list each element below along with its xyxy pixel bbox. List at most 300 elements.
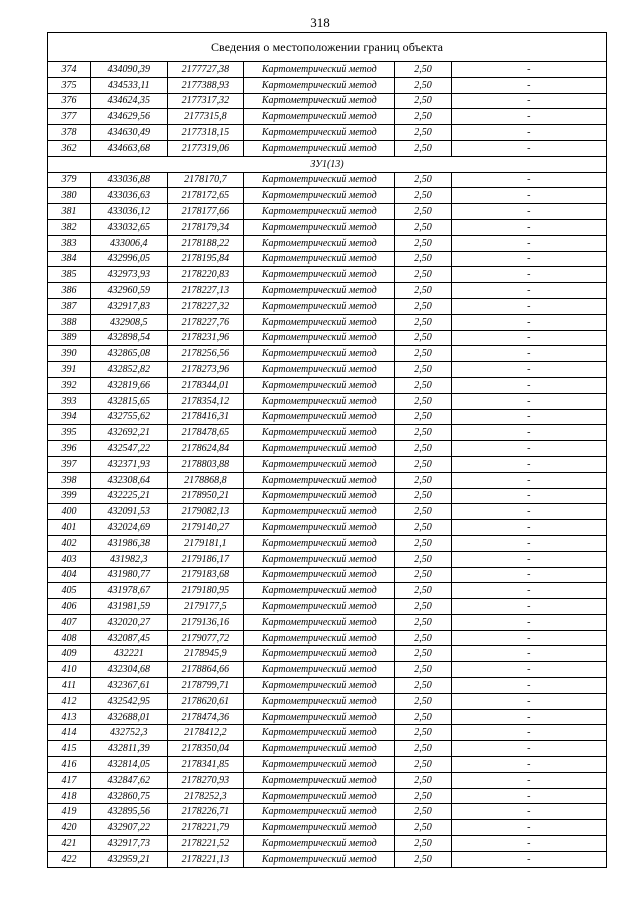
accuracy-cell: 2,50 [395,77,451,93]
table-row [48,788,607,804]
table-row [48,630,607,646]
description-cell: - [451,77,606,93]
description-cell: - [451,219,606,235]
method-cell: Картометрический метод [244,820,395,836]
y-coordinate-cell: 2178341,85 [167,757,244,773]
method-cell: Картометрический метод [244,851,395,867]
method-cell: Картометрический метод [244,772,395,788]
y-coordinate-cell: 2178227,76 [167,314,244,330]
x-coordinate-cell: 432020,27 [90,614,167,630]
accuracy-cell: 2,50 [395,630,451,646]
table-title-row [48,33,607,62]
point-number-cell: 402 [48,535,91,551]
description-cell: - [451,204,606,220]
table-row [48,709,607,725]
y-coordinate-cell: 2178220,83 [167,267,244,283]
method-cell: Картометрический метод [244,125,395,141]
description-cell: - [451,836,606,852]
accuracy-cell: 2,50 [395,520,451,536]
point-number-cell: 381 [48,204,91,220]
x-coordinate-cell: 432371,93 [90,456,167,472]
method-cell: Картометрический метод [244,678,395,694]
x-coordinate-cell: 432814,05 [90,757,167,773]
accuracy-cell: 2,50 [395,441,451,457]
description-cell: - [451,172,606,188]
table-row [48,235,607,251]
x-coordinate-cell: 432898,54 [90,330,167,346]
x-coordinate-cell: 432091,53 [90,504,167,520]
point-number-cell: 389 [48,330,91,346]
method-cell: Картометрический метод [244,441,395,457]
x-coordinate-cell: 434663,68 [90,140,167,156]
method-cell: Картометрический метод [244,709,395,725]
point-number-cell: 408 [48,630,91,646]
boundary-table [47,32,607,868]
y-coordinate-cell: 2178170,7 [167,172,244,188]
y-coordinate-cell: 2178803,88 [167,456,244,472]
point-number-cell: 406 [48,599,91,615]
point-number-cell: 392 [48,377,91,393]
y-coordinate-cell: 2178256,56 [167,346,244,362]
y-coordinate-cell: 2178416,31 [167,409,244,425]
table-row [48,93,607,109]
description-cell: - [451,472,606,488]
accuracy-cell: 2,50 [395,614,451,630]
point-number-cell: 394 [48,409,91,425]
description-cell: - [451,346,606,362]
table-row [48,346,607,362]
point-number-cell: 409 [48,646,91,662]
x-coordinate-cell: 433036,12 [90,204,167,220]
y-coordinate-cell: 2178273,96 [167,362,244,378]
table-row [48,725,607,741]
y-coordinate-cell: 2178350,04 [167,741,244,757]
point-number-cell: 397 [48,456,91,472]
method-cell: Картометрический метод [244,630,395,646]
x-coordinate-cell: 431982,3 [90,551,167,567]
table-row [48,535,607,551]
y-coordinate-cell: 2179180,95 [167,583,244,599]
table-row [48,314,607,330]
method-cell: Картометрический метод [244,567,395,583]
point-number-cell: 421 [48,836,91,852]
table-row [48,741,607,757]
method-cell: Картометрический метод [244,140,395,156]
method-cell: Картометрический метод [244,551,395,567]
point-number-cell: 418 [48,788,91,804]
x-coordinate-cell: 432308,64 [90,472,167,488]
x-coordinate-cell: 432819,66 [90,377,167,393]
point-number-cell: 383 [48,235,91,251]
point-number-cell: 378 [48,125,91,141]
x-coordinate-cell: 432917,83 [90,298,167,314]
table-row [48,693,607,709]
y-coordinate-cell: 2178950,21 [167,488,244,504]
method-cell: Картометрический метод [244,62,395,78]
x-coordinate-cell: 432973,93 [90,267,167,283]
method-cell: Картометрический метод [244,283,395,299]
description-cell: - [451,725,606,741]
point-number-cell: 377 [48,109,91,125]
description-cell: - [451,93,606,109]
method-cell: Картометрический метод [244,362,395,378]
description-cell: - [451,456,606,472]
table-row [48,456,607,472]
method-cell: Картометрический метод [244,330,395,346]
y-coordinate-cell: 2178195,84 [167,251,244,267]
table-row [48,599,607,615]
method-cell: Картометрический метод [244,267,395,283]
table-row [48,393,607,409]
y-coordinate-cell: 2178227,13 [167,283,244,299]
accuracy-cell: 2,50 [395,678,451,694]
table-row [48,62,607,78]
table-row [48,251,607,267]
description-cell: - [451,140,606,156]
description-cell: - [451,314,606,330]
table-title: Сведения о местоположении границ объекта [48,33,607,62]
point-number-cell: 416 [48,757,91,773]
description-cell: - [451,504,606,520]
method-cell: Картометрический метод [244,298,395,314]
accuracy-cell: 2,50 [395,172,451,188]
description-cell: - [451,804,606,820]
x-coordinate-cell: 432960,59 [90,283,167,299]
x-coordinate-cell: 432087,45 [90,630,167,646]
point-number-cell: 407 [48,614,91,630]
point-number-cell: 375 [48,77,91,93]
accuracy-cell: 2,50 [395,251,451,267]
y-coordinate-cell: 2179183,68 [167,567,244,583]
accuracy-cell: 2,50 [395,93,451,109]
method-cell: Картометрический метод [244,488,395,504]
point-number-cell: 386 [48,283,91,299]
method-cell: Картометрический метод [244,535,395,551]
x-coordinate-cell: 432225,21 [90,488,167,504]
description-cell: - [451,330,606,346]
point-number-cell: 419 [48,804,91,820]
accuracy-cell: 2,50 [395,709,451,725]
y-coordinate-cell: 2178221,52 [167,836,244,852]
y-coordinate-cell: 2179177,5 [167,599,244,615]
accuracy-cell: 2,50 [395,646,451,662]
y-coordinate-cell: 2177388,93 [167,77,244,93]
table-row [48,820,607,836]
method-cell: Картометрический метод [244,219,395,235]
table-row [48,77,607,93]
point-number-cell: 376 [48,93,91,109]
description-cell: - [451,662,606,678]
description-cell: - [451,757,606,773]
y-coordinate-cell: 2179077,72 [167,630,244,646]
y-coordinate-cell: 2178172,65 [167,188,244,204]
accuracy-cell: 2,50 [395,788,451,804]
y-coordinate-cell: 2178221,79 [167,820,244,836]
y-coordinate-cell: 2178474,36 [167,709,244,725]
x-coordinate-cell: 431978,67 [90,583,167,599]
y-coordinate-cell: 2178868,8 [167,472,244,488]
description-cell: - [451,772,606,788]
x-coordinate-cell: 432908,5 [90,314,167,330]
y-coordinate-cell: 2178226,71 [167,804,244,820]
y-coordinate-cell: 2178620,61 [167,693,244,709]
table-row [48,472,607,488]
x-coordinate-cell: 432304,68 [90,662,167,678]
table-row [48,140,607,156]
description-cell: - [451,520,606,536]
description-cell: - [451,583,606,599]
description-cell: - [451,235,606,251]
accuracy-cell: 2,50 [395,204,451,220]
y-coordinate-cell: 2178188,22 [167,235,244,251]
description-cell: - [451,267,606,283]
accuracy-cell: 2,50 [395,314,451,330]
x-coordinate-cell: 433032,65 [90,219,167,235]
y-coordinate-cell: 2178252,3 [167,788,244,804]
table-row [48,330,607,346]
accuracy-cell: 2,50 [395,125,451,141]
method-cell: Картометрический метод [244,504,395,520]
x-coordinate-cell: 432542,95 [90,693,167,709]
method-cell: Картометрический метод [244,204,395,220]
y-coordinate-cell: 2179181,1 [167,535,244,551]
y-coordinate-cell: 2178864,66 [167,662,244,678]
table-row [48,551,607,567]
accuracy-cell: 2,50 [395,425,451,441]
y-coordinate-cell: 2178478,65 [167,425,244,441]
description-cell: - [451,535,606,551]
x-coordinate-cell: 431981,59 [90,599,167,615]
method-cell: Картометрический метод [244,472,395,488]
accuracy-cell: 2,50 [395,377,451,393]
accuracy-cell: 2,50 [395,725,451,741]
y-coordinate-cell: 2178231,96 [167,330,244,346]
point-number-cell: 414 [48,725,91,741]
description-cell: - [451,425,606,441]
y-coordinate-cell: 2177315,8 [167,109,244,125]
table-row [48,772,607,788]
method-cell: Картометрический метод [244,662,395,678]
accuracy-cell: 2,50 [395,393,451,409]
description-cell: - [451,298,606,314]
accuracy-cell: 2,50 [395,330,451,346]
y-coordinate-cell: 2179082,13 [167,504,244,520]
method-cell: Картометрический метод [244,172,395,188]
table-row [48,804,607,820]
point-number-cell: 403 [48,551,91,567]
accuracy-cell: 2,50 [395,693,451,709]
table-row [48,267,607,283]
description-cell: - [451,788,606,804]
method-cell: Картометрический метод [244,409,395,425]
method-cell: Картометрический метод [244,757,395,773]
point-number-cell: 390 [48,346,91,362]
method-cell: Картометрический метод [244,725,395,741]
method-cell: Картометрический метод [244,77,395,93]
point-number-cell: 399 [48,488,91,504]
point-number-cell: 420 [48,820,91,836]
x-coordinate-cell: 432547,22 [90,441,167,457]
description-cell: - [451,188,606,204]
point-number-cell: 384 [48,251,91,267]
method-cell: Картометрический метод [244,393,395,409]
point-number-cell: 413 [48,709,91,725]
table-row [48,219,607,235]
accuracy-cell: 2,50 [395,409,451,425]
x-coordinate-cell: 434629,56 [90,109,167,125]
x-coordinate-cell: 432847,62 [90,772,167,788]
x-coordinate-cell: 433036,88 [90,172,167,188]
table-row [48,377,607,393]
table-row [48,125,607,141]
x-coordinate-cell: 433036,63 [90,188,167,204]
description-cell: - [451,362,606,378]
method-cell: Картометрический метод [244,314,395,330]
method-cell: Картометрический метод [244,741,395,757]
accuracy-cell: 2,50 [395,662,451,678]
method-cell: Картометрический метод [244,836,395,852]
page-number: 318 [310,15,330,30]
table-row [48,567,607,583]
accuracy-cell: 2,50 [395,140,451,156]
y-coordinate-cell: 2178177,66 [167,204,244,220]
point-number-cell: 400 [48,504,91,520]
x-coordinate-cell: 434090,39 [90,62,167,78]
table-row [48,614,607,630]
point-number-cell: 385 [48,267,91,283]
method-cell: Картометрический метод [244,456,395,472]
point-number-cell: 401 [48,520,91,536]
table-row [48,204,607,220]
table-row [48,362,607,378]
accuracy-cell: 2,50 [395,551,451,567]
x-coordinate-cell: 432852,82 [90,362,167,378]
y-coordinate-cell: 2177318,15 [167,125,244,141]
x-coordinate-cell: 434624,35 [90,93,167,109]
x-coordinate-cell: 432811,39 [90,741,167,757]
accuracy-cell: 2,50 [395,346,451,362]
accuracy-cell: 2,50 [395,804,451,820]
table-row [48,836,607,852]
x-coordinate-cell: 432024,69 [90,520,167,536]
point-number-cell: 404 [48,567,91,583]
point-number-cell: 387 [48,298,91,314]
method-cell: Картометрический метод [244,251,395,267]
method-cell: Картометрический метод [244,235,395,251]
point-number-cell: 391 [48,362,91,378]
table-row [48,425,607,441]
point-number-cell: 396 [48,441,91,457]
description-cell: - [451,567,606,583]
description-cell: - [451,678,606,694]
x-coordinate-cell: 434533,11 [90,77,167,93]
description-cell: - [451,393,606,409]
description-cell: - [451,614,606,630]
y-coordinate-cell: 2177319,06 [167,140,244,156]
table-row [48,188,607,204]
group-header-row [48,156,607,172]
description-cell: - [451,488,606,504]
y-coordinate-cell: 2178412,2 [167,725,244,741]
method-cell: Картометрический метод [244,346,395,362]
table-row [48,441,607,457]
accuracy-cell: 2,50 [395,836,451,852]
accuracy-cell: 2,50 [395,820,451,836]
description-cell: - [451,109,606,125]
x-coordinate-cell: 432959,21 [90,851,167,867]
description-cell: - [451,441,606,457]
description-cell: - [451,599,606,615]
accuracy-cell: 2,50 [395,772,451,788]
x-coordinate-cell: 432367,61 [90,678,167,694]
x-coordinate-cell: 432815,65 [90,393,167,409]
accuracy-cell: 2,50 [395,109,451,125]
description-cell: - [451,409,606,425]
table-row [48,504,607,520]
y-coordinate-cell: 2177317,32 [167,93,244,109]
method-cell: Картометрический метод [244,583,395,599]
point-number-cell: 380 [48,188,91,204]
accuracy-cell: 2,50 [395,235,451,251]
y-coordinate-cell: 2178624,84 [167,441,244,457]
accuracy-cell: 2,50 [395,456,451,472]
description-cell: - [451,283,606,299]
description-cell: - [451,693,606,709]
x-coordinate-cell: 431980,77 [90,567,167,583]
accuracy-cell: 2,50 [395,851,451,867]
x-coordinate-cell: 432907,22 [90,820,167,836]
method-cell: Картометрический метод [244,520,395,536]
point-number-cell: 398 [48,472,91,488]
x-coordinate-cell: 432688,01 [90,709,167,725]
x-coordinate-cell: 432865,08 [90,346,167,362]
y-coordinate-cell: 2178354,12 [167,393,244,409]
accuracy-cell: 2,50 [395,757,451,773]
point-number-cell: 395 [48,425,91,441]
accuracy-cell: 2,50 [395,62,451,78]
y-coordinate-cell: 2178270,93 [167,772,244,788]
description-cell: - [451,125,606,141]
y-coordinate-cell: 2178227,32 [167,298,244,314]
table-row [48,583,607,599]
y-coordinate-cell: 2178179,34 [167,219,244,235]
method-cell: Картометрический метод [244,599,395,615]
y-coordinate-cell: 2179136,16 [167,614,244,630]
method-cell: Картометрический метод [244,377,395,393]
description-cell: - [451,820,606,836]
description-cell: - [451,646,606,662]
point-number-cell: 374 [48,62,91,78]
description-cell: - [451,251,606,267]
accuracy-cell: 2,50 [395,267,451,283]
description-cell: - [451,851,606,867]
accuracy-cell: 2,50 [395,472,451,488]
table-row [48,757,607,773]
x-coordinate-cell: 432752,3 [90,725,167,741]
description-cell: - [451,630,606,646]
x-coordinate-cell: 433006,4 [90,235,167,251]
accuracy-cell: 2,50 [395,488,451,504]
point-number-cell: 415 [48,741,91,757]
method-cell: Картометрический метод [244,804,395,820]
accuracy-cell: 2,50 [395,219,451,235]
method-cell: Картометрический метод [244,93,395,109]
x-coordinate-cell: 432860,75 [90,788,167,804]
point-number-cell: 410 [48,662,91,678]
accuracy-cell: 2,50 [395,362,451,378]
x-coordinate-cell: 432917,73 [90,836,167,852]
method-cell: Картометрический метод [244,188,395,204]
